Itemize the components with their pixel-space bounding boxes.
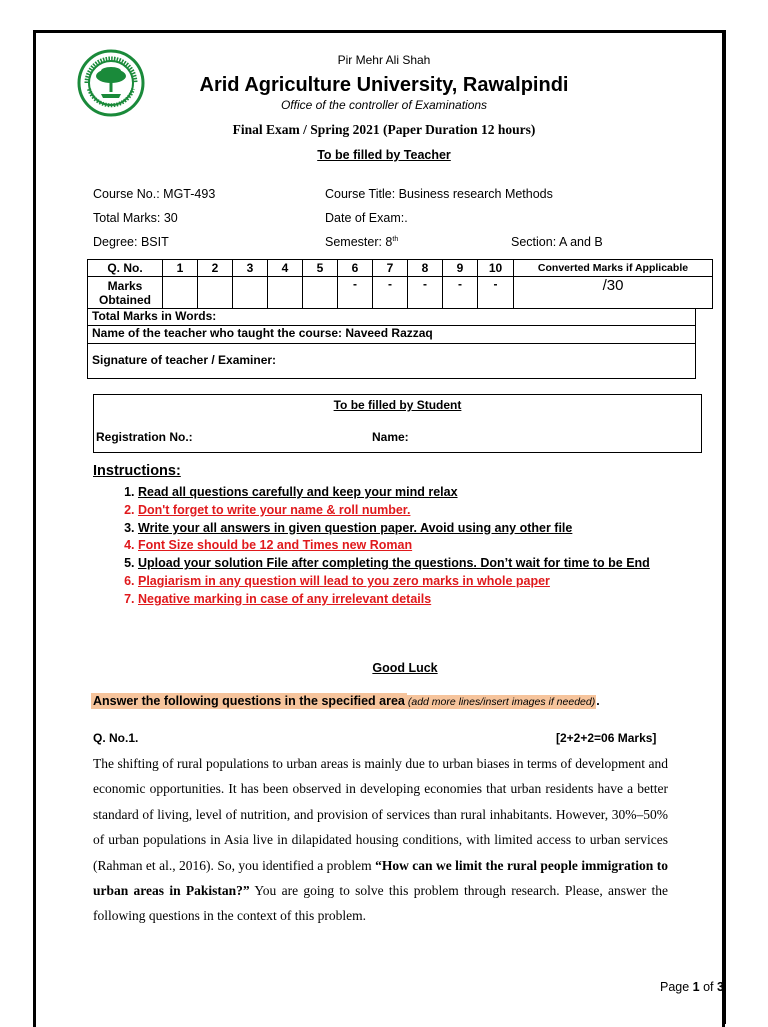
question-number: Q. No.1. (93, 731, 139, 745)
total-marks: Total Marks: 30 (93, 211, 178, 225)
instruction-item: 3. Write your all answers in given question paper. Avoid using any other file (138, 520, 698, 538)
semester: Semester: 8th (325, 235, 399, 249)
instruction-item: 6. Plagiarism in any question will lead to you zero marks in whole paper (138, 573, 698, 591)
teacher-section-heading: To be filled by Teacher (317, 148, 451, 162)
converted-marks-value[interactable]: /30 (514, 277, 713, 309)
teacher-signature[interactable]: Signature of teacher / Examiner: (92, 353, 277, 367)
marks-obtained-label: Marks Obtained (88, 277, 163, 309)
university-name: Arid Agriculture University, Rawalpindi (199, 74, 569, 96)
teacher-name: Name of the teacher who taught the course: Naveed Razzaq (88, 326, 695, 344)
instructions-title: Instructions: (93, 463, 181, 479)
q-col-2: 2 (198, 260, 233, 277)
student-section-heading: To be filled by Student (333, 398, 462, 412)
question-problem: “How can we limit the rural people immigration to urban areas in Pakistan?” (93, 857, 668, 899)
obtained-cell[interactable]: - (338, 277, 373, 309)
pre-title: Pir Mehr Ali Shah (337, 53, 431, 67)
office-name: Office of the controller of Examinations (280, 98, 488, 112)
answer-note-hint: (add more lines/insert images if needed) (407, 696, 596, 708)
instruction-item: 2. Don't forget to write your name & roll number. (138, 502, 698, 520)
course-no: Course No.: MGT-493 (93, 187, 216, 201)
obtained-cell[interactable]: - (478, 277, 514, 309)
exam-title: Final Exam / Spring 2021 (Paper Duration 12 hours) (232, 122, 536, 137)
q-col-9: 9 (443, 260, 478, 277)
degree: Degree: BSIT (93, 235, 169, 249)
obtained-cell[interactable]: - (408, 277, 443, 309)
good-luck: Good Luck (372, 661, 438, 675)
section: Section: A and B (511, 235, 603, 249)
q-col-8: 8 (408, 260, 443, 277)
q-col-4: 4 (268, 260, 303, 277)
instruction-item: 7. Negative marking in case of any irrelevant details (138, 591, 698, 609)
q-col-7: 7 (373, 260, 408, 277)
marks-table (87, 259, 713, 309)
exam-date: Date of Exam:. (325, 211, 408, 225)
answer-note: Answer the following questions in the specified area (add more lines/insert images if needed). (93, 694, 600, 708)
q-col-10: 10 (478, 260, 514, 277)
marks-obtained-row (88, 277, 713, 309)
page-number: Page 1 of 3 (660, 980, 724, 994)
page-border-shadow (722, 30, 726, 1024)
obtained-cell[interactable] (303, 277, 338, 309)
question-marks: [2+2+2=06 Marks] (556, 731, 657, 745)
q-no-label: Q. No. (88, 260, 163, 277)
instruction-item: 4. Font Size should be 12 and Times new Roman (138, 537, 698, 555)
q-col-6: 6 (338, 260, 373, 277)
q-col-1: 1 (163, 260, 198, 277)
obtained-cell[interactable]: - (443, 277, 478, 309)
converted-marks-label: Converted Marks if Applicable (514, 260, 713, 277)
instruction-item: 1. Read all questions carefully and keep your mind relax (138, 484, 698, 502)
obtained-cell[interactable]: - (373, 277, 408, 309)
instructions-list (110, 484, 698, 609)
answer-note-main: Answer the following questions in the specified area (93, 694, 405, 708)
registration-no-field[interactable]: Registration No.: (96, 430, 193, 444)
teacher-info-box (87, 308, 696, 379)
instruction-item: 5. Upload your solution File after completing the questions. Don’t wait for time to be End (138, 555, 698, 573)
q-col-5: 5 (303, 260, 338, 277)
student-name-field[interactable]: Name: (372, 430, 409, 444)
q-col-3: 3 (233, 260, 268, 277)
obtained-cell[interactable] (233, 277, 268, 309)
question-text: The shifting of rural populations to urban areas is mainly due to urban biases in terms of development and economic opportunities. It has been observed in developing economies that urban residents have a better standard of living, level of nutrition, and provision of services than rural inhabitants. However, 30%–50% of urban populations in Asia live in dilapidated housing conditions, with limited access to urban services (Rahman et al., 2016). So, you identified a problem “How can we limit the rural people immigration to urban areas in Pakistan?” You are going to solve this problem through research. Please, answer the following questions in the context of this problem. (93, 756, 669, 924)
obtained-cell[interactable] (268, 277, 303, 309)
obtained-cell[interactable] (163, 277, 198, 309)
marks-table-header-row (88, 260, 713, 277)
obtained-cell[interactable] (198, 277, 233, 309)
student-box (93, 394, 702, 453)
course-title: Course Title: Business research Methods (325, 187, 553, 201)
total-marks-in-words[interactable]: Total Marks in Words: (88, 309, 695, 326)
